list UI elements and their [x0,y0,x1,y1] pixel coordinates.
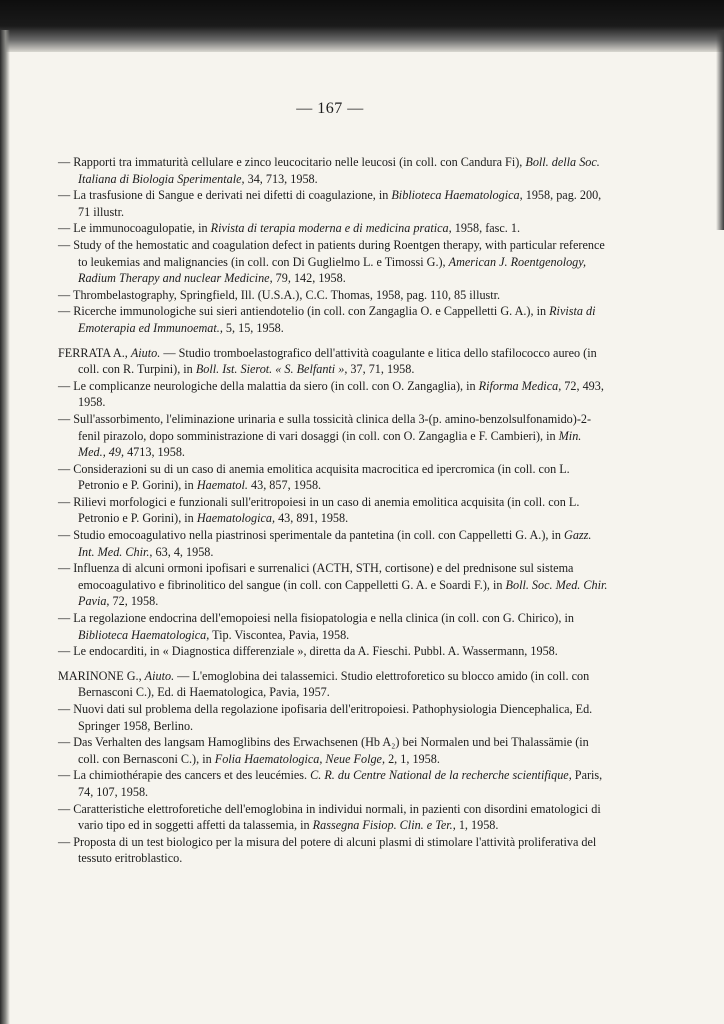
entry-text: 4713, 1958. [124,445,185,460]
journal-title: Boll. Soc. Med. Chir. Pavia, [78,577,608,609]
journal-title: Biblioteca Haematologica, [391,188,523,203]
bibliography-entry [58,801,608,834]
entry-text: — Le endocarditi, in « Diagnostica differenziale », diretta da A. Fieschi. Pubbl. A. Wassermann, 1958. [58,644,558,659]
author-section [58,668,608,867]
page-number: — 167 — [296,100,364,117]
journal-title: Rivista di terapia moderna e di medicina pratica, [210,221,452,236]
entry-text: 37, 71, 1958. [347,362,415,377]
entry-text: 5, 15, 1958. [222,320,284,335]
bibliography-entry [58,834,608,867]
journal-title: Boll. della Soc. Italiana di Biologia Sperimentale, [78,155,600,186]
journal-title: Biblioteca Haematologica, [78,627,210,642]
journal-title: Haematol. [196,478,248,493]
entry-text: 1, 1958. [455,818,499,833]
entry-text: — Caratteristiche elettroforetiche dell'emoglobina in individui normali, in pazienti con disordini ematologici di vario tipo ed in soggetti affetti da talassemia, in [58,801,601,833]
entry-text: 2, 1, 1958. [385,751,440,766]
journal-title: C. R. du Centre National de la recherche scientifique, [310,768,572,783]
journal-title: Gazz. Int. Med. Chir., [78,528,592,559]
bibliography-entry [58,668,608,701]
bibliography-entry [58,345,608,378]
entry-text: — Le complicanze neurologiche della malattia da siero (in coll. con O. Zangaglia), in [58,378,479,393]
entry-text: — Studio tromboelastografico dell'attività coagulante e litica dello stafilococco aureo (in coll. con R. Turpini), in [78,345,597,377]
entry-text: — Study of the hemostatic and coagulation defect in patients during Roentgen therapy, with particular reference to leukemias and malignancies (in coll. con Di Guglielmo L. e Timossi G.), [58,237,605,269]
journal-title: American J. Roentgenology, Radium Therapy and nuclear Medicine, [78,254,587,286]
entry-text: — Thrombelastography, Springfield, Ill. (U.S.A.), C.C. Thomas, 1958, pag. 110, 85 illustr. [58,287,501,302]
bibliography-entry [58,461,608,494]
bibliography-entry [58,560,608,610]
journal-title: Boll. Ist. Sierot. « S. Belfanti », [195,362,348,377]
bibliography-entry [58,287,608,304]
entry-text: — La chimiothérapie des cancers et des leucémies. [58,768,311,783]
entry-text: — Le immunocoagulopatie, in [58,221,211,236]
entry-text: — Ricerche immunologiche sui sieri antiendotelio (in coll. con Zangaglia O. e Cappelletti G. A.), in [58,304,550,319]
entry-text: 1958, fasc. 1. [451,221,521,236]
entry-text: — Proposta di un test biologico per la misura del potere di alcuni plasmi di stimolare l'attività proliferativa del tessuto eritroblastico. [58,834,597,866]
journal-title: Aiuto. [144,668,175,683]
journal-title: Folia Haematologica, Neue Folge, [214,751,386,766]
entry-text: — Das Verhalten des langsam Hamoglibins des Erwachsenen (Hb A₂) bei Normalen und bei Thalassämie (in coll. con Bernasconi C.), in [58,735,589,766]
entry-text: 63, 4, 1958. [152,544,214,559]
entry-text: — Nuovi dati sul problema della regolazione ipofisaria dell'eritropoiesi. Pathophysiologia Diencephalica, Ed. Springer 1958, Berlino. [58,702,593,733]
journal-title: Rassegna Fisiop. Clin. e Ter., [312,818,456,833]
journal-title: Rivista di Emoterapia ed Immunoemat., [78,304,596,335]
bibliography-entry [58,187,608,220]
entry-text: 72, 493, 1958. [78,378,604,410]
entry-text: — Rilievi morfologici e funzionali sull'eritropoiesi in un caso di anemia emolitica acquisita (in coll. con L. Petronio e P. Gorini), in [58,494,580,526]
bibliography-entry [58,494,608,527]
entry-text: 72, 1958. [109,594,159,609]
bibliography-entry [58,154,608,187]
bibliography-entry [58,734,608,767]
bibliography-entry [58,643,608,660]
entry-text: 1958, pag. 200, 71 illustr. [78,188,602,219]
entry-text: Paris, 74, 107, 1958. [78,768,603,799]
bibliography-list [58,154,608,867]
entry-text: — La regolazione endocrina dell'emopoiesi nella fisiopatologia e nella clinica (in coll. con G. Chirico), in [58,611,574,626]
journal-title: Aiuto. [130,345,161,360]
entry-text: — L'emoglobina dei talassemici. Studio elettroforetico su blocco amido (in coll. con Bernasconi C.), Ed. di Haematologica, Pavia, 1957. [78,668,590,700]
entry-text: FERRATA A., [58,345,131,360]
entry-text: — La trasfusione di Sangue e derivati nei difetti di coagulazione, in [58,188,392,203]
bibliography-entry [58,220,608,237]
bibliography-entry [58,411,608,461]
author-section [58,154,608,337]
bibliography-entry [58,767,608,800]
journal-title: Min. Med., 49, [78,428,582,460]
journal-title: Riforma Medica, [478,378,562,393]
entry-text: 79, 142, 1958. [272,271,346,286]
scan-edge-top [0,0,724,52]
bibliography-entry [58,527,608,560]
entry-text: 43, 857, 1958. [247,478,322,493]
author-section [58,345,608,660]
bibliography-entry [58,701,608,734]
entry-text: — Studio emocoagulativo nella piastrinosi sperimentale da pantetina (in coll. con Cappelletti G. A.), in [58,528,565,543]
scan-edge-right [716,30,724,230]
scan-edge-left [0,30,10,1024]
bibliography-entry [58,237,608,287]
entry-text: — Influenza di alcuni ormoni ipofisari e surrenalici (ACTH, STH, cortisone) e del prednisone sul sistema emocoagulativo e fibrinolitico del sangue (in coll. con Cappelletti G. A. e Soardi F.), in [58,561,574,592]
entry-text: — Rapporti tra immaturità cellulare e zinco leucocitario nelle leucosi (in coll. con Candura Fi), [58,155,526,169]
entry-text: — Considerazioni su di un caso di anemia emolitica acquisita macrocitica ed ipercromica (in coll. con L. Petronio e P. Gorini), in [58,461,570,493]
bibliography-entry [58,378,608,411]
entry-text: 43, 891, 1958. [275,511,349,526]
entry-text: — Sull'assorbimento, l'eliminazione urinaria e sulla tossicità clinica della 3-(p. amino-benzolsulfonamido)-2-fenil pirazolo, dopo somministrazione di vari dosaggi (in coll. con O. Zangaglia e F. Cambieri), in [58,411,592,443]
entry-text: Tip. Viscontea, Pavia, 1958. [209,627,350,642]
entry-text: MARINONE G., [58,668,145,683]
entry-text: 34, 713, 1958. [244,171,318,186]
bibliography-entry [58,303,608,336]
bibliography-entry [58,610,608,643]
journal-title: Haematologica, [196,511,276,526]
